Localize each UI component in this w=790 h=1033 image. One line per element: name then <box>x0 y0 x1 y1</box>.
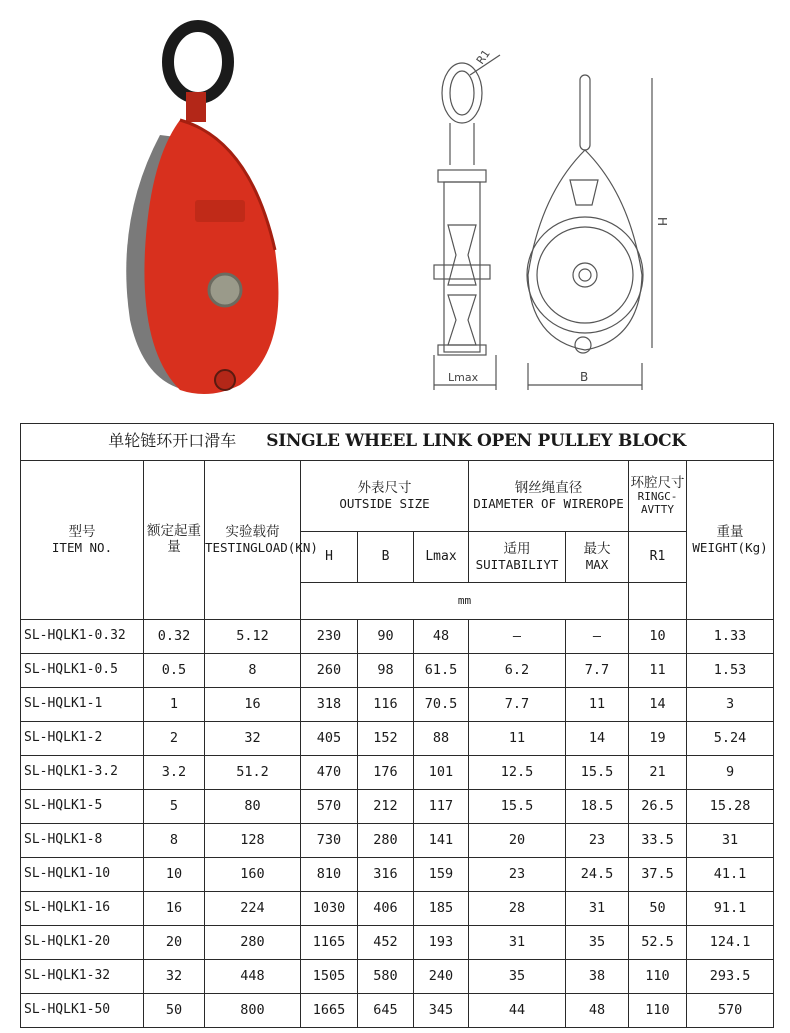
cell-test-load: 800 <box>205 994 301 1028</box>
header-max: 最大 MAX <box>566 532 629 583</box>
cell-lmax: 101 <box>414 756 469 790</box>
cell-max: — <box>566 620 629 654</box>
cell-b: 152 <box>358 722 414 756</box>
header-h: H <box>301 532 358 583</box>
header-rated-load: 额定起重量 <box>144 461 205 620</box>
cell-suitability: 12.5 <box>469 756 566 790</box>
cell-test-load: 5.12 <box>205 620 301 654</box>
cell-suitability: 11 <box>469 722 566 756</box>
cell-lmax: 88 <box>414 722 469 756</box>
r1-label: R1 <box>473 47 493 67</box>
table-row <box>21 858 774 892</box>
cell-r1: 52.5 <box>629 926 687 960</box>
cell-h: 1030 <box>301 892 358 926</box>
cell-weight: 5.24 <box>687 722 774 756</box>
table-title <box>21 424 774 461</box>
cell-suitability: 23 <box>469 858 566 892</box>
cell-h: 1505 <box>301 960 358 994</box>
technical-drawings <box>420 45 680 400</box>
cell-h: 405 <box>301 722 358 756</box>
cell-r1: 33.5 <box>629 824 687 858</box>
cell-item-no: SL-HQLK1-20 <box>21 926 144 960</box>
table-row <box>21 926 774 960</box>
cell-b: 580 <box>358 960 414 994</box>
table-row <box>21 824 774 858</box>
cell-h: 318 <box>301 688 358 722</box>
cell-b: 90 <box>358 620 414 654</box>
cell-test-load: 32 <box>205 722 301 756</box>
pulley-body-icon <box>126 120 278 394</box>
cell-b: 452 <box>358 926 414 960</box>
cell-suitability: 44 <box>469 994 566 1028</box>
cell-lmax: 117 <box>414 790 469 824</box>
table-row <box>21 722 774 756</box>
table-row <box>21 654 774 688</box>
cell-item-no: SL-HQLK1-0.32 <box>21 620 144 654</box>
cell-max: 35 <box>566 926 629 960</box>
cell-r1: 26.5 <box>629 790 687 824</box>
cell-weight: 41.1 <box>687 858 774 892</box>
cell-rated-load: 20 <box>144 926 205 960</box>
cell-item-no: SL-HQLK1-16 <box>21 892 144 926</box>
cell-h: 730 <box>301 824 358 858</box>
cell-lmax: 185 <box>414 892 469 926</box>
header-outside-size: 外表尺寸 OUTSIDE SIZE <box>301 461 469 532</box>
table-row <box>21 994 774 1028</box>
cell-b: 212 <box>358 790 414 824</box>
cell-r1: 110 <box>629 960 687 994</box>
cell-test-load: 51.2 <box>205 756 301 790</box>
header-item: 型号 ITEM NO. <box>21 461 144 620</box>
cell-lmax: 70.5 <box>414 688 469 722</box>
cell-lmax: 193 <box>414 926 469 960</box>
cell-test-load: 8 <box>205 654 301 688</box>
table-row <box>21 756 774 790</box>
cell-max: 48 <box>566 994 629 1028</box>
cell-item-no: SL-HQLK1-32 <box>21 960 144 994</box>
cell-suitability: 20 <box>469 824 566 858</box>
cell-r1: 21 <box>629 756 687 790</box>
cell-weight: 91.1 <box>687 892 774 926</box>
cell-test-load: 80 <box>205 790 301 824</box>
cell-h: 810 <box>301 858 358 892</box>
cell-test-load: 448 <box>205 960 301 994</box>
cell-lmax: 141 <box>414 824 469 858</box>
front-view-drawing <box>527 75 652 390</box>
cell-weight: 1.53 <box>687 654 774 688</box>
cell-weight: 15.28 <box>687 790 774 824</box>
cell-rated-load: 0.32 <box>144 620 205 654</box>
cell-max: 23 <box>566 824 629 858</box>
cell-lmax: 240 <box>414 960 469 994</box>
cell-weight: 9 <box>687 756 774 790</box>
cell-suitability: 15.5 <box>469 790 566 824</box>
cell-h: 230 <box>301 620 358 654</box>
header-unit: mm <box>301 583 629 620</box>
cell-b: 406 <box>358 892 414 926</box>
table-row <box>21 892 774 926</box>
cell-rated-load: 10 <box>144 858 205 892</box>
table-row <box>21 960 774 994</box>
link-shackle-icon <box>168 26 228 122</box>
spec-table <box>20 423 774 1028</box>
cell-b: 645 <box>358 994 414 1028</box>
cell-suitability: — <box>469 620 566 654</box>
header-test-load: 实验载荷 TESTINGLOAD(KN) <box>205 461 301 620</box>
cell-lmax: 345 <box>414 994 469 1028</box>
cell-item-no: SL-HQLK1-1 <box>21 688 144 722</box>
cell-item-no: SL-HQLK1-8 <box>21 824 144 858</box>
header-wire-diameter: 钢丝绳直径 DIAMETER OF WIREROPE <box>469 461 629 532</box>
cell-lmax: 48 <box>414 620 469 654</box>
cell-test-load: 128 <box>205 824 301 858</box>
header-b: B <box>358 532 414 583</box>
cell-r1: 10 <box>629 620 687 654</box>
cell-h: 1665 <box>301 994 358 1028</box>
cell-h: 260 <box>301 654 358 688</box>
cell-suitability: 28 <box>469 892 566 926</box>
cell-weight: 124.1 <box>687 926 774 960</box>
cell-b: 116 <box>358 688 414 722</box>
cell-r1: 37.5 <box>629 858 687 892</box>
cell-suitability: 35 <box>469 960 566 994</box>
cell-max: 18.5 <box>566 790 629 824</box>
table-row <box>21 790 774 824</box>
cell-max: 31 <box>566 892 629 926</box>
cell-max: 11 <box>566 688 629 722</box>
cell-rated-load: 3.2 <box>144 756 205 790</box>
cell-weight: 3 <box>687 688 774 722</box>
cell-max: 14 <box>566 722 629 756</box>
title-cn: 单轮链环开口滑车 <box>108 431 237 451</box>
cell-test-load: 224 <box>205 892 301 926</box>
cell-b: 316 <box>358 858 414 892</box>
cell-h: 470 <box>301 756 358 790</box>
cell-item-no: SL-HQLK1-10 <box>21 858 144 892</box>
cell-lmax: 159 <box>414 858 469 892</box>
cell-max: 24.5 <box>566 858 629 892</box>
h-label: H <box>655 217 669 227</box>
b-label: B <box>580 370 589 384</box>
header-weight: 重量 WEIGHT(Kg) <box>687 461 774 620</box>
pulley-block-photo <box>100 20 300 410</box>
cell-max: 38 <box>566 960 629 994</box>
cell-r1: 14 <box>629 688 687 722</box>
cell-suitability: 6.2 <box>469 654 566 688</box>
cell-b: 98 <box>358 654 414 688</box>
cell-rated-load: 1 <box>144 688 205 722</box>
cell-r1: 110 <box>629 994 687 1028</box>
cell-r1: 50 <box>629 892 687 926</box>
cell-suitability: 7.7 <box>469 688 566 722</box>
cell-rated-load: 50 <box>144 994 205 1028</box>
cell-b: 280 <box>358 824 414 858</box>
cell-r1: 19 <box>629 722 687 756</box>
header-ring-cavity: 环腔尺寸 RINGC-AVTTY <box>629 461 687 532</box>
title-en: SINGLE WHEEL LINK OPEN PULLEY BLOCK <box>266 431 686 452</box>
cell-lmax: 61.5 <box>414 654 469 688</box>
cell-h: 1165 <box>301 926 358 960</box>
cell-rated-load: 0.5 <box>144 654 205 688</box>
cell-item-no: SL-HQLK1-0.5 <box>21 654 144 688</box>
cell-rated-load: 8 <box>144 824 205 858</box>
cell-item-no: SL-HQLK1-5 <box>21 790 144 824</box>
lmax-label: Lmax <box>448 371 479 384</box>
cell-test-load: 280 <box>205 926 301 960</box>
header-lmax: Lmax <box>414 532 469 583</box>
cell-test-load: 160 <box>205 858 301 892</box>
cell-weight: 293.5 <box>687 960 774 994</box>
cell-b: 176 <box>358 756 414 790</box>
cell-max: 7.7 <box>566 654 629 688</box>
cell-rated-load: 2 <box>144 722 205 756</box>
cell-item-no: SL-HQLK1-2 <box>21 722 144 756</box>
cell-r1: 11 <box>629 654 687 688</box>
cell-weight: 570 <box>687 994 774 1028</box>
cell-weight: 1.33 <box>687 620 774 654</box>
cell-rated-load: 5 <box>144 790 205 824</box>
header-r1: R1 <box>629 532 687 583</box>
cell-test-load: 16 <box>205 688 301 722</box>
header-unit-blank <box>629 583 687 620</box>
header-suitability: 适用 SUITABILIYT <box>469 532 566 583</box>
cell-max: 15.5 <box>566 756 629 790</box>
cell-rated-load: 32 <box>144 960 205 994</box>
cell-item-no: SL-HQLK1-3.2 <box>21 756 144 790</box>
table-row <box>21 620 774 654</box>
cell-rated-load: 16 <box>144 892 205 926</box>
side-view-drawing <box>434 55 500 390</box>
cell-item-no: SL-HQLK1-50 <box>21 994 144 1028</box>
cell-suitability: 31 <box>469 926 566 960</box>
cell-weight: 31 <box>687 824 774 858</box>
table-row <box>21 688 774 722</box>
cell-h: 570 <box>301 790 358 824</box>
